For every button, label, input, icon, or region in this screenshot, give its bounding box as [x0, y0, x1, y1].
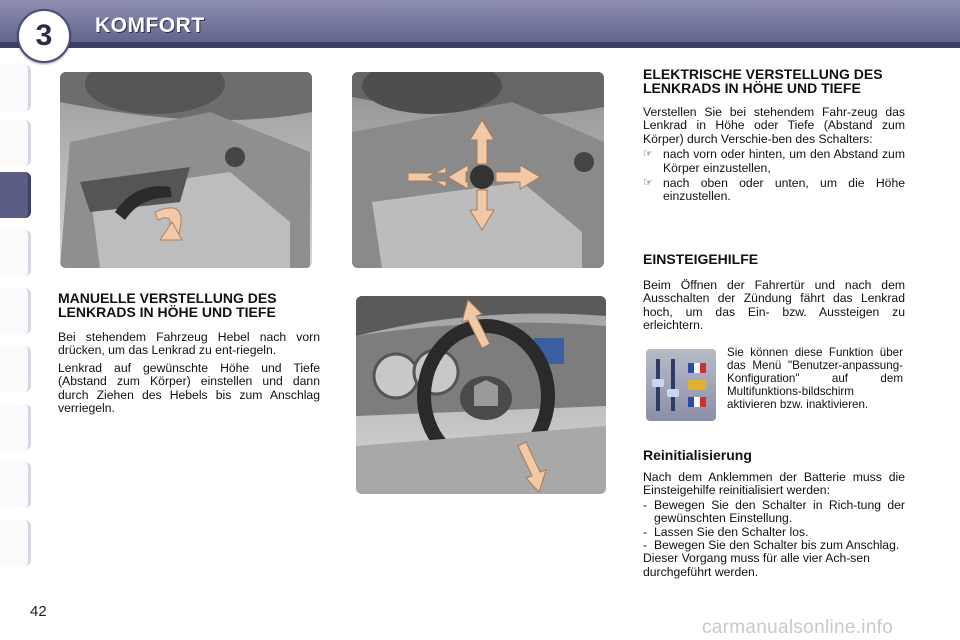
- chapter-tab-3-active[interactable]: [0, 172, 31, 218]
- manual-adjustment-section: [58, 291, 320, 415]
- chapter-tab-2[interactable]: [0, 120, 31, 166]
- chapter-badge: [17, 9, 71, 63]
- bullet-item: [643, 148, 905, 175]
- dash-marker: -: [643, 538, 648, 553]
- pointing-hand-icon: ☞: [643, 177, 653, 190]
- page-number: 42: [30, 603, 47, 620]
- entry-aid-note-text: Sie können diese Funktion über das Menü "Benutzer-anpassung-Konfiguration" auf dem Multifunktions-bildschirm aktivieren bzw. inaktivieren.: [727, 346, 903, 411]
- pointing-hand-icon: ☞: [643, 148, 653, 161]
- header-band: [0, 42, 960, 48]
- list-item-text: Bewegen Sie den Schalter in Rich-tung der gewünschten Einstellung.: [654, 497, 905, 526]
- list-item-text: Bewegen Sie den Schalter bis zum Anschlag.: [654, 538, 900, 553]
- bullet-text: nach oben oder unten, um die Höhe einzustellen.: [663, 176, 905, 204]
- chapter-tab-9[interactable]: [0, 520, 31, 566]
- chapter-tab-4[interactable]: [0, 230, 31, 276]
- electric-adjustment-section: [643, 67, 905, 204]
- dash-marker: -: [643, 497, 648, 512]
- dash-marker: -: [643, 524, 648, 539]
- reinit-outro: Dieser Vorgang muss für alle vier Ach-sen durchgeführt werden.: [643, 551, 870, 579]
- list-item: [643, 539, 905, 552]
- entry-aid-title: EINSTEIGEHILFE: [643, 251, 759, 267]
- chapter-tabs: [0, 60, 34, 580]
- manual-adjustment-title: MANUELLE VERSTELLUNG DES LENKRADS IN HÖHE UND TIEFE: [58, 290, 277, 320]
- electric-adjustment-title: ELEKTRISCHE VERSTELLUNG DES LENKRADS IN HÖHE UND TIEFE: [643, 66, 883, 96]
- photo-manual-lever: [60, 72, 312, 268]
- bullet-item: [643, 177, 905, 204]
- reinit-section: [643, 448, 905, 579]
- bullet-text: nach vorn oder hinten, um den Abstand zum Körper einzustellen,: [663, 147, 905, 175]
- chapter-tab-6[interactable]: [0, 346, 31, 392]
- list-item: [643, 526, 905, 539]
- chapter-tab-5[interactable]: [0, 288, 31, 334]
- chapter-tab-7[interactable]: [0, 404, 31, 450]
- watermark: carmanualsonline.info: [702, 617, 894, 638]
- chapter-number: 3: [35, 19, 53, 52]
- photo-electric-switch: [352, 72, 604, 268]
- entry-aid-section: [643, 252, 905, 333]
- entry-aid-text: Beim Öffnen der Fahrertür und nach dem Ausschalten der Zündung fährt das Lenkrad hoch, um das Ein- bzw. Aussteigen zu erleichtern.: [643, 278, 905, 333]
- manual-adjustment-paragraph-1: Bei stehendem Fahrzeug Hebel nach vorn drücken, um das Lenkrad zu ent-riegeln.: [58, 330, 320, 358]
- electric-adjustment-intro: Verstellen Sie bei stehendem Fahr-zeug das Lenkrad in Höhe oder Tiefe (Abstand zum Körper) durch Verschie-ben des Schalters:: [643, 105, 905, 146]
- manual-adjustment-paragraph-2: Lenkrad auf gewünschte Höhe und Tiefe (Abstand zum Körper) einstellen und dann durch Ziehen des Hebels bis zum Anschlag verriegeln.: [58, 360, 320, 416]
- list-item-text: Lassen Sie den Schalter los.: [654, 524, 809, 539]
- chapter-tab-8[interactable]: [0, 462, 31, 508]
- reinit-intro: Nach dem Anklemmen der Batterie muss die Einsteigehilfe reinitialisiert werden:: [643, 470, 905, 498]
- list-item: [643, 499, 905, 526]
- chapter-title: KOMFORT: [95, 14, 205, 37]
- chapter-tab-1[interactable]: [0, 65, 31, 111]
- entry-aid-note: [727, 347, 903, 412]
- photo-steering-wheel: [356, 296, 606, 494]
- settings-menu-icon: [646, 349, 716, 421]
- reinit-title: Reinitialisierung: [643, 447, 752, 463]
